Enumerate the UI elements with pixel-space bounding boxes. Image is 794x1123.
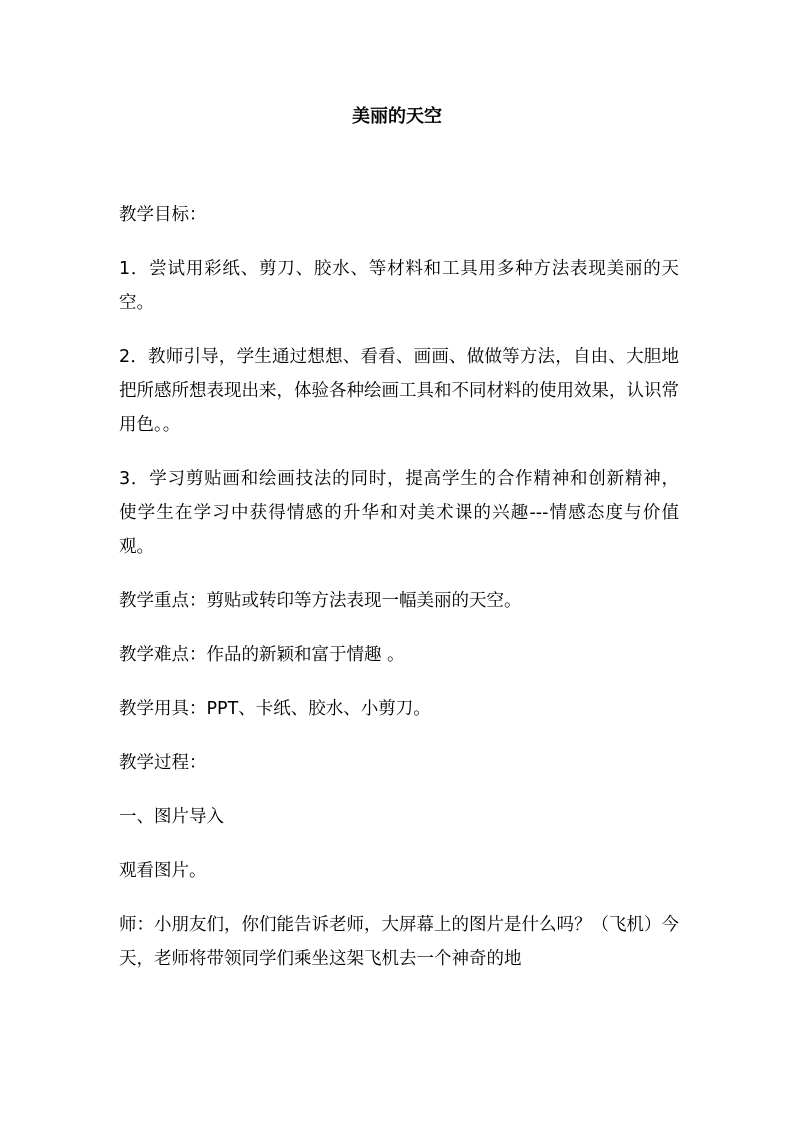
document-title: 美丽的天空 [352, 106, 442, 127]
paragraph-objective-3: 3．学习剪贴画和绘画技法的同时，提高学生的合作精神和创新精神， 使学生在学习中获得情感的升华和对美术课的兴趣---情感态度与价值观。 [119, 469, 691, 557]
paragraph-objective-2: 2．教师引导，学生通过想想、看看、画画、做做等方法，自由、大胆地把所感所想表现出来，体验各种绘画工具和不同材料的使用效果，认识常用色。。 [119, 347, 679, 435]
paragraph-key-point: 教学重点：剪贴或转印等方法表现一幅美丽的天空。 [119, 591, 522, 611]
paragraph-process-heading: 教学过程： [119, 753, 207, 773]
paragraph-difficulty: 教学难点：作品的新颖和富于情趣 。 [119, 645, 405, 665]
paragraph-objectives-heading: 教学目标： [119, 205, 207, 225]
paragraph-view-pictures: 观看图片。 [119, 861, 207, 881]
paragraph-teacher-dialogue: 师：小朋友们，你们能告诉老师，大屏幕上的图片是什么吗？（飞机）今天，老师将带领同学们乘坐这架飞机去一个神奇的地 [119, 915, 679, 969]
paragraph-section-1: 一、图片导入 [119, 807, 224, 827]
paragraph-materials: 教学用具：PPT、卡纸、胶水、小剪刀。 [119, 699, 431, 719]
document-body [119, 198, 691, 976]
paragraph-objective-1: 1．尝试用彩纸、剪刀、胶水、等材料和工具用多种方法表现美丽的天空。 [119, 259, 679, 313]
